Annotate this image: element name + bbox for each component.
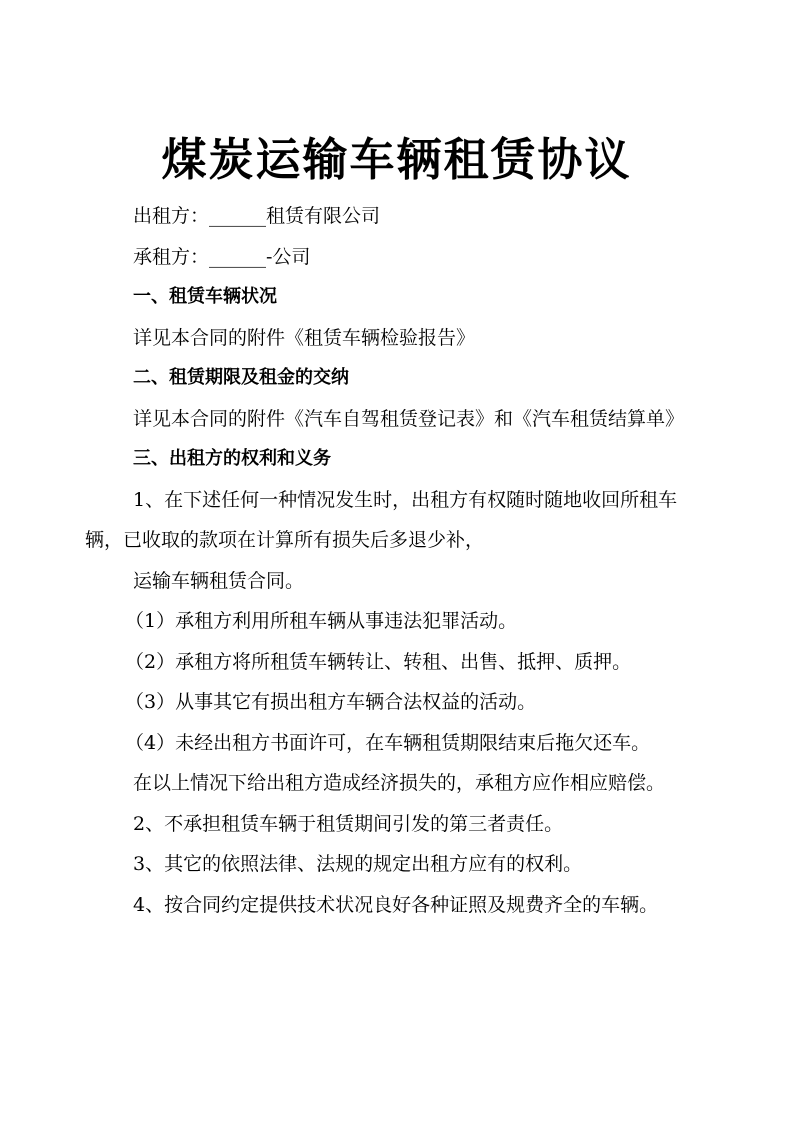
compensation-clause: 在以上情况下给出租方造成经济损失的，承租方应作相应赔偿。 — [133, 772, 666, 794]
lessor-line: 出租方：______租赁有限公司 — [133, 205, 381, 227]
sub-clause-4: （4）未经出租方书面许可，在车辆租赁期限结束后拖欠还车。 — [125, 731, 651, 754]
clause-3: 3、其它的依照法律、法规的规定出租方应有的权利。 — [133, 853, 583, 875]
section-heading-lessor-rights: 三、出租方的权利和义务 — [133, 448, 331, 469]
section-text-lease-term: 详见本合同的附件《汽车自驾租赁登记表》和《汽车租赁结算单》 — [133, 407, 685, 430]
lessee-line: 承租方：______-公司 — [133, 245, 311, 268]
section-heading-vehicle-status: 一、租赁车辆状况 — [133, 286, 277, 307]
clause-4: 4、按合同约定提供技术状况良好各种证照及规费齐全的车辆。 — [133, 893, 659, 916]
section-heading-lease-term: 二、租赁期限及租金的交纳 — [133, 367, 349, 388]
sub-clause-1: （1）承租方利用所租车辆从事违法犯罪活动。 — [125, 610, 518, 632]
sub-clause-3: （3）从事其它有损出租方车辆合法权益的活动。 — [125, 691, 537, 713]
document-body — [85, 196, 710, 925]
section-text-vehicle-status: 详见本合同的附件《租赁车辆检验报告》 — [133, 326, 476, 349]
clause-2: 2、不承担租赁车辆于租赁期间引发的第三者责任。 — [133, 812, 564, 835]
sub-clause-2: （2）承租方将所租赁车辆转让、转租、出售、抵押、质押。 — [125, 650, 632, 673]
document-title: 煤炭运输车辆租赁协议 — [161, 133, 632, 187]
clause-1-note: 运输车辆租赁合同。 — [133, 569, 305, 592]
clause-1: 1、在下述任何一种情况发生时，出租方有权随时随地收回所租车辆，已收取的款项在计算所有损失后多退少补， — [85, 488, 678, 551]
